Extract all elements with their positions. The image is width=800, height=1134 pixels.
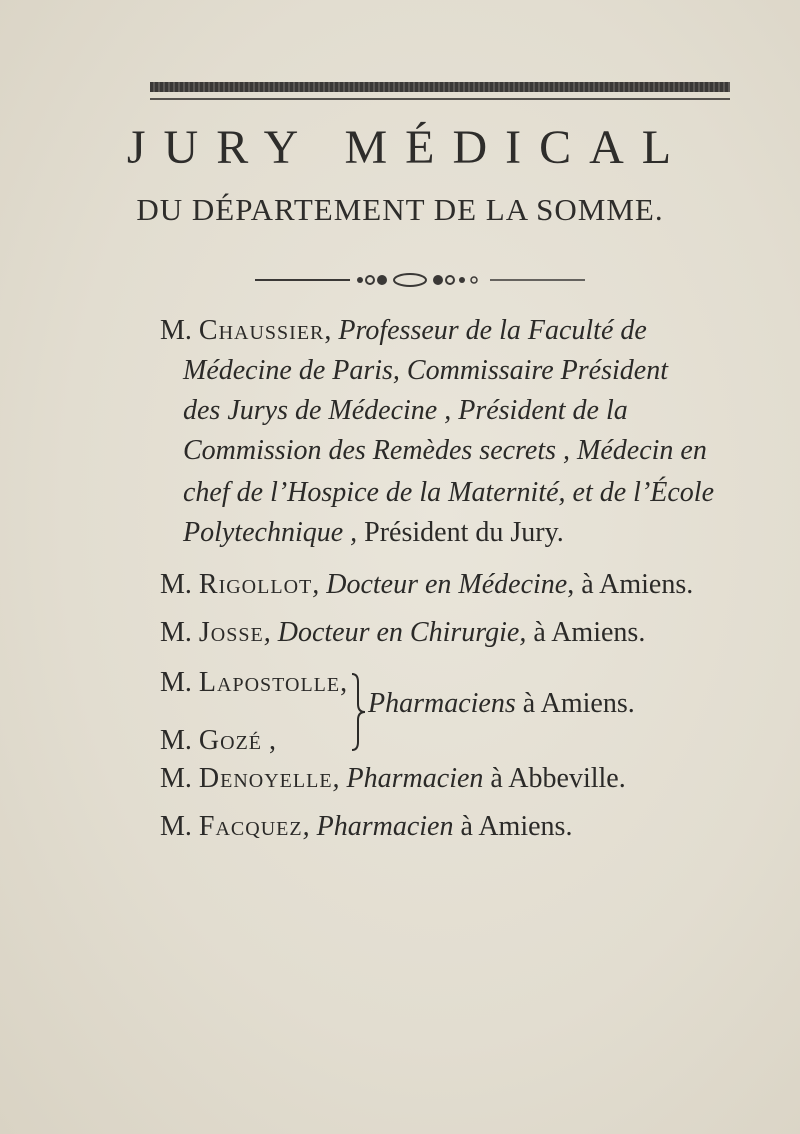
entry-josse: [160, 614, 760, 652]
person-name: Chaussier: [198, 315, 325, 346]
person-title: , Pharmacien: [332, 763, 484, 794]
entry-prefix: M.: [160, 725, 192, 756]
entry-chaussier-first-line: [160, 312, 760, 350]
page-title: JURY MÉDICAL: [126, 121, 690, 174]
person-place: à Abbeville.: [490, 763, 626, 794]
pharmaciens-group-label: [368, 688, 635, 720]
title-line-6-roman: Président du Jury.: [364, 517, 564, 548]
ornament-divider: [255, 270, 585, 290]
top-thin-rule: [150, 98, 730, 100]
separator: ,: [269, 725, 277, 756]
title-line-4: Commission des Remèdes secrets , Médecin en: [183, 435, 707, 466]
page-subtitle: DU DÉPARTEMENT DE LA SOMME.: [136, 192, 664, 227]
person-place: , à Amiens.: [567, 569, 694, 600]
entry-prefix: M.: [160, 569, 192, 600]
person-name: Rigollot: [198, 569, 313, 600]
entry-goze: [160, 722, 760, 760]
separator: ,: [324, 315, 332, 346]
person-name: Facquez: [198, 811, 303, 842]
title-line-1: Professeur de la Faculté de: [338, 315, 647, 346]
title-line-6: [183, 514, 564, 552]
person-place: à Amiens.: [460, 811, 573, 842]
person-name: Josse: [198, 617, 264, 648]
entry-prefix: M.: [160, 315, 192, 346]
entry-denoyelle: [160, 760, 760, 798]
person-title: , Docteur en Chirurgie,: [263, 617, 527, 648]
top-ornamental-rule: [150, 82, 730, 92]
person-name: Denoyelle: [198, 763, 333, 794]
curly-brace-icon: [348, 672, 368, 752]
person-name: Gozé: [198, 725, 263, 756]
title-line-2: Médecine de Paris, Commissaire Président: [183, 355, 668, 386]
person-title: , Docteur en Médecine: [312, 569, 568, 600]
entry-facquez: [160, 808, 760, 846]
person-place: à Amiens.: [533, 617, 646, 648]
entry-prefix: M.: [160, 667, 192, 698]
entry-prefix: M.: [160, 811, 192, 842]
title-line-3: des Jurys de Médecine , Président de la: [183, 395, 628, 426]
entry-rigollot: [160, 566, 760, 604]
group-place: à Amiens.: [522, 688, 635, 719]
group-title: Pharmaciens: [368, 688, 516, 719]
person-name: Lapostolle: [198, 667, 341, 698]
title-line-5: chef de l’Hospice de la Maternité, et de l’École: [183, 477, 715, 508]
title-line-6-italic: Polytechnique ,: [183, 517, 358, 548]
entry-prefix: M.: [160, 617, 192, 648]
person-title: , Pharmacien: [302, 811, 454, 842]
separator: ,: [340, 667, 348, 698]
entry-prefix: M.: [160, 763, 192, 794]
